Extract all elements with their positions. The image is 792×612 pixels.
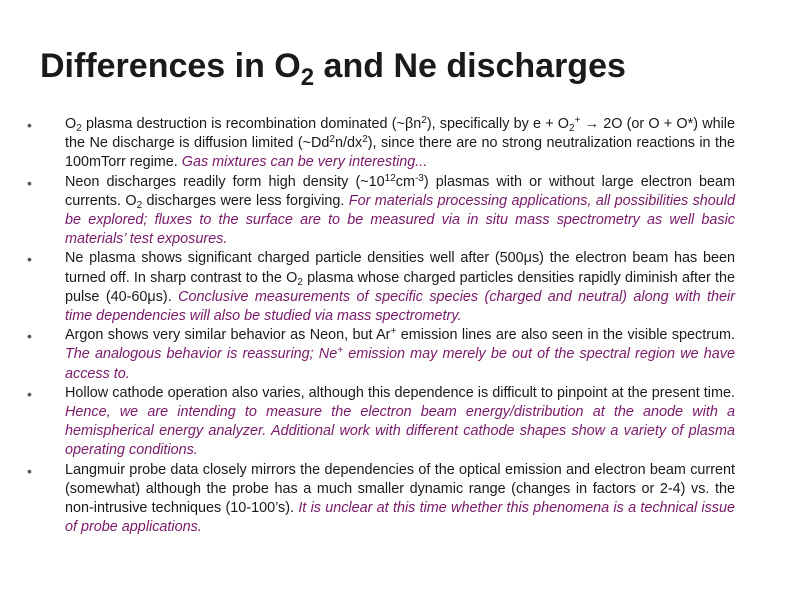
emphasis-text: It is unclear at this time whether this phenomena is a technical issue of probe applications. — [65, 500, 736, 536]
bullet-hollow-cathode: • Hollow cathode operation also varies, although this dependence is difficult to pinpoint at the present time. Hence, we are intending to measure the electron beam energy/distribution at the anode with a hemispherical energy analyzer. Additional work with different cathode shapes show a variety of plasma operating conditions. — [27, 384, 735, 459]
emphasis-text: For materials processing applications, all possibilities should be explored; fluxes to the surface are to be measured via in situ mass spectrometry as well basic materials’ test exposures. — [65, 192, 736, 248]
bullet-langmuir-probe: • Langmuir probe data closely mirrors the dependencies of the optical emission and electron beam current (somewhat) although the probe has a much smaller dynamic range (changes in factors or 2-4) vs. the non-intrusive techniques (10-100’s). It is unclear at this time whether this phenomena is a technical issue of probe applications. — [27, 461, 736, 536]
bullet-list — [27, 115, 735, 537]
emphasis-text: Gas mixtures can be very interesting... — [181, 154, 428, 171]
bullet-dot-icon: • — [27, 117, 32, 133]
bullet-dot-icon: • — [27, 385, 32, 402]
bullet-neon-density: • Neon discharges readily form high density $(\sim 10^{12}cm^{-3})$ plasmas with or without large electron beam currents. $O_2$ discharges were less forgiving. For materials processing applications, all possibilities should be explored; fluxes to the surface are to be measured via in situ mass spectrometry as well basic materials’ test exposures. — [27, 172, 736, 248]
emphasis-text: Hence, we are intending to measure the electron beam energy/distribution at the anode with a hemispherical energy analyzer. Additional work with different cathode shapes show a variety of plasma operating conditions. — [65, 404, 735, 459]
bullet-dot-icon: • — [27, 251, 32, 268]
bullet-dot-icon: • — [27, 328, 32, 345]
bullet-ne-afterglow: • Ne plasma shows significant charged particle densities well after (500μs) the electron beam has been turned off. In sharp contrast to the $O_2$ plasma whose charged particles densities rapidly diminish after the pulse (40-60μs). Conclusive measurements of specific species (charged and neutral) along with their time dependencies will also be studied via mass spectrometry. — [27, 250, 735, 325]
emphasis-text: The analogous behavior is reassuring; Ne+ emission may merely be out of the spectral region we have access to. — [65, 345, 735, 382]
bullet-argon: • Argon shows very similar behavior as Neon, but Ar+ emission lines are also seen in the visible spectrum. The analogous behavior is reassuring; Ne+ emission may merely be out of the spectral region we have access to. — [27, 326, 735, 382]
bullet-o2-destruction: • $O_2$ plasma destruction is recombination dominated $(\sim\beta n^2)$, specifically by $e + O_2^+ \to 2O$ (or O + O*) while the Ne discharge is diffusion limited $(\sim Dd^2n/dx^2)$, since there are no strong neutralization reactions in the 100mTorr regime. Gas mixtures can be very interesting... — [27, 115, 736, 171]
bullet-dot-icon: • — [27, 462, 32, 479]
bullet-dot-icon: • — [27, 174, 32, 191]
slide-title: Differences in $O_2$ and Ne discharges — [40, 47, 626, 91]
emphasis-text: Conclusive measurements of specific species (charged and neutral) along with their time dependencies will also be studied via mass spectrometry. — [65, 288, 735, 325]
